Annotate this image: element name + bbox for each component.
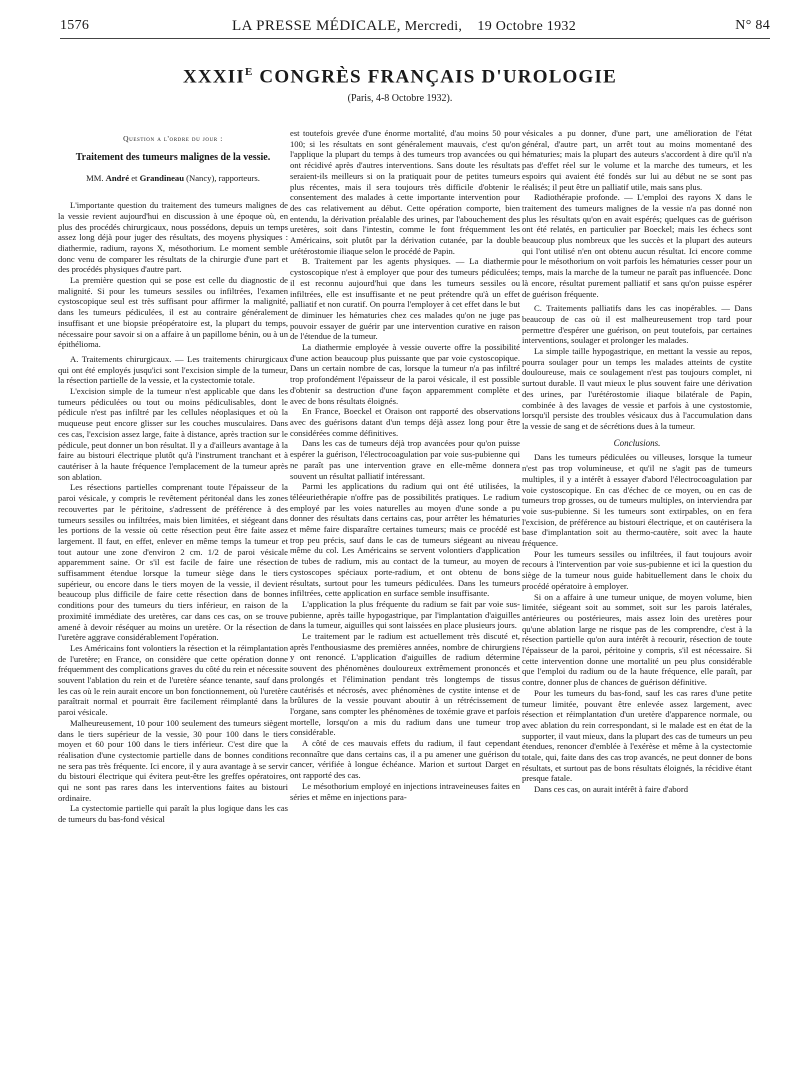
paragraph: Si on a affaire à une tumeur unique, de moyen volume, bien limitée, siégeant soit au sommet, soit sur les parois latérales, antérieures ou postérieures, mais assez loin des uretères pour qu'une ablation large ne risque pas de les comprendre, c'est à la résection partielle qu'on aura intérêt à recourir, résection de toute l'épaisseur de la paroi, péritoine y compris, s'il est nécessaire. Si cette intervention donne une mortalité un peu plus considérable que l'emploi du radium ou de la haute fréquence, elle paraît, par contre, donner plus de chances de guérison définitive.	[522, 591, 752, 688]
congress-title-rest: CONGRÈS FRANÇAIS D'UROLOGIE	[253, 66, 617, 88]
running-header	[60, 12, 770, 38]
paragraph: En France, Boeckel et Oraison ont rapporté des observations avec des guérisons datant d'un temps déjà assez long pour être considérées comme définitives.	[290, 406, 520, 438]
journal-title: LA PRESSE MÉDICALE,	[232, 18, 401, 34]
paragraph: vésicales a pu donner, d'une part, une amélioration de l'état général, d'autre part, un arrêt tout au moins momentané des hématuries; mais la plupart des auteurs s'accordent à dire qu'il n'a pas d'effet réel sur le volume et la marche des tumeurs, et les espoirs qui avaient été fondés sur lui au début ne se sont pas réalisés; il peut être un palliatif utile, mais sans plus.	[522, 128, 752, 192]
paragraph: L'importante question du traitement des tumeurs malignes de la vessie revient aujourd'hui en discussion à une époque où, en plus des procédés chirurgicaux, nous possédons, depuis un temps assez long déjà pour juger des résultats, des moyens physiques : diathermie, radium, rayons X, mésothorium. Le moment semble donc venu de comparer les résultats de la chirurgie d'une part et des procédés physiques d'autre part.	[58, 200, 288, 275]
paragraph: La cystectomie partielle qui paraît la plus logique dans les cas de tumeurs du bas-fond vésical	[58, 803, 288, 825]
congress-title-sup: E	[244, 66, 254, 78]
column-1	[58, 128, 288, 1078]
paragraph: L'application la plus fréquente du radium se fait par voie sus-pubienne, après taille hypogastrique, par l'implantation d'aiguilles dans la tumeur, aiguilles qui sont laissées en place plusieurs jours.	[290, 598, 520, 631]
authors-et: et	[131, 173, 138, 184]
paragraph: Malheureusement, 10 pour 100 seulement des tumeurs siègent dans le tiers supérieur de la vessie, 30 pour 100 dans le tiers moyen et 60 pour 100 dans le tiers inférieur. C'est dire que la réalisation d'une cystectomie partielle dans de bonnes conditions ne sera pas très fréquente. Ici encore, il y aura avantage à se servir du bistouri électrique qui évitera peut-être les greffes opératoires, qui ne sont pas rares dans les interventions faites au bistouri ordinaire.	[58, 717, 288, 803]
paragraph: Dans les cas de tumeurs déjà trop avancées pour qu'on puisse espérer la guérison, l'électrocoagulation par voie sus-pubienne qui ne paraît pas une intervention grave en elle-même donnera souvent un résultat palliatif intéressant.	[290, 438, 520, 481]
radiotherapy-paragraph: Radiothérapie profonde. — L'emploi des rayons X dans le traitement des tumeurs malignes de la vessie n'a pas donné non plus les résultats qu'on en avait espérés; quelques cas de guérison ont été relatés, en particulier par Boeckel; mais les échecs sont beaucoup plus nombreux que les succès et la plupart des auteurs qui l'ont utilisé n'en ont obtenu aucun résultat. Ici encore comme pour le mésothorium on voit parfois les hématuries cesser pour un temps, mais la marche de la tumeur ne paraît pas influencée. Donc là encore, résultat purement palliatif et sans qu'on puisse espérer de guérison fréquente.	[522, 192, 752, 299]
agenda-question: Question a l'ordre du jour :	[123, 134, 223, 143]
authors-line	[58, 173, 288, 184]
congress-subtitle: (Paris, 4-8 Octobre 1932).	[347, 93, 453, 104]
paragraph: Pour les tumeurs sessiles ou infiltrées, il faut toujours avoir recours à l'intervention par voie sus-pubienne et ici la question du siège de la tumeur nous guide habituellement dans le choix du procédé opératoire à employer.	[522, 548, 752, 591]
paragraph: A côté de ces mauvais effets du radium, il faut cependant reconnaître que dans certains cas, il a pu amener une guérison du cancer, vérifiée à longue échéance. Marion et surtout Darget en ont rapporté des cas.	[290, 738, 520, 781]
authors-suffix: (Nancy), rapporteurs.	[186, 173, 260, 184]
paragraph: Les Américains font volontiers la résection et la réimplantation de l'uretère; en France, on considère que cette opération donne fréquemment des complications graves du côté du rein et nécessite souvent l'ablation du rein et de l'uretère séance tenante, sauf dans les cas où le rein aurait encore un bon fonctionnement, où l'uretère paraîtrait normal et pourrait être facilement réimplanté dans la paroi vésicale.	[58, 642, 288, 718]
paragraph: La première question qui se pose est celle du diagnostic de malignité. Si pour les tumeurs sessiles ou infiltrées, l'examen cystoscopique seul est très suffisant pour affirmer la malignité, dans les tumeurs pédiculées, il est au contraire généralement insuffisant et une biopsie préopératoire est, la plupart du temps, nécessaire pour savoir si on a affaire à un papillome bénin, ou à un épithélioma.	[58, 275, 288, 350]
author-1: André	[105, 173, 130, 184]
paragraph: Les résections partielles comprenant toute l'épaisseur de la paroi vésicale, y compris le revêtement péritonéal dans les zones recouvertes par le péritoine, s'adressent de préférence à des tumeurs sessiles ou infiltrées, mais bien limitées, et siégeant dans les portions de la vessie où cette résection peut être faite assez largement. Il faut, en effet, enlever en même temps la tumeur et tout autour une zone d'environ 2 cm. 1/2 de paroi vésicale apparemment saine. Or s'il est facile de faire une résection suffisamment étendue lorsque la tumeur siège dans le tiers supérieur, ou encore dans le tiers moyen de la vessie, il devient beaucoup plus difficile de faire cette résection dans de bonnes conditions pour des tumeurs du tiers inférieur, en raison de la proximité immédiate des uretères, car dans ces cas, on se trouve amené à devoir réséquer au moins un uretère. Or la résection de l'uretère aggrave considérablement l'opération.	[58, 482, 288, 643]
section-c-paragraph: C. Traitements palliatifs dans les cas inopérables. — Dans beaucoup de cas où il est malheureusement trop tard pour permettre d'espérer une guérison, on peut toutefois, par certaines interventions, soulager et prolonger les malades.	[522, 303, 752, 346]
section-a-paragraph: A. Traitements chirurgicaux. — Les traitements chirurgicaux qui ont été employés jusqu'ici sont l'excision simple de la tumeur, la résection partielle de la vessie, et la cystectomie totale.	[58, 353, 288, 386]
paragraph: Parmi les applications du radium qui ont été utilisées, la téléeuriethérapie n'offre pas de possibilités pratiques. Le radium employé par les voies naturelles au moyen d'une sonde a pu donner des résultats dans certains cas, pour arrêter les hématuries et même faire disparaître certaines tumeurs; mais ce procédé est trop peu précis, sauf dans le cas de tumeurs siégeant au niveau même du col. Les Américains se servent volontiers d'application de tubes de radium, mis au contact de la tumeur, au moyen de cystoscopes spéciaux porte-radium, et ont obtenu de bons résultats, surtout pour les tumeurs pédiculées. Dans les tumeurs infiltrées, cette application en surface semble insuffisante.	[290, 481, 520, 599]
authors-prefix: MM.	[86, 173, 104, 184]
weekday: Mercredi,	[404, 19, 463, 34]
paragraph: La simple taille hypogastrique, en mettant la vessie au repos, pourra soulager pour un temps les malades atteints de cystite douloureuse, mais ce soulagement n'est pas toujours complet, ni surtout durable. Il vaut mieux le plus souvent faire une dérivation des urines, par l'urétérostomie iliaque bilatérale de Papin, combinée à des lavages de vessie et parfois à une cystostomie, lorsqu'il persiste des troubles vésicaux dus à l'accumulation dans la vessie de sang et de sécrétions dues à la tumeur.	[522, 346, 752, 431]
paragraph: Le mésothorium employé en injections intraveineuses faites en séries et même en injections para-	[290, 780, 520, 802]
congress-title-number: XXXII	[182, 66, 245, 88]
paragraph: L'excision simple de la tumeur n'est applicable que dans les tumeurs pédiculées ou tout ou moins pédiculisables, dont le pédicule n'est pas infiltré par les cellules néoplasiques et où la muqueuse peut encore glisser sur les couches musculaires. Dans ces cas, l'excision assez large, faite à distance, après traction sur le pédicule, peut donner un bon résultat. Il y a d'ailleurs avantage à la faire au bistouri électrique plutôt qu'à l'instrument tranchant et à cautériser à la haute fréquence l'emplacement de la tumeur après son ablation.	[58, 386, 288, 482]
column-2	[290, 128, 520, 1078]
paragraph: Dans ces cas, on aurait intérêt à faire d'abord	[534, 784, 689, 795]
column-3	[522, 128, 752, 1078]
issue-date: 19 Octobre 1932	[477, 19, 576, 34]
topic-title: Traitement des tumeurs malignes de la vessie.	[75, 151, 271, 163]
conclusions-heading: Conclusions.	[613, 437, 661, 448]
paragraph: est toutefois grevée d'une énorme mortalité, d'au moins 50 pour 100; si les résultats en sont généralement mauvais, c'est qu'on l'applique la plupart du temps à des tumeurs trop avancées ou qui ont récidivé après d'autres interventions. Sans doute les résultats seraient-ils meilleurs si on la pratiquait pour de petites tumeurs plus récentes, mais il sera toujours très difficile d'obtenir le consentement des malades à cette importante intervention pour des cas relativement au début. Cette opération comporte, bien entendu, la dérivation préalable des urines, par l'abouchement des uretères, soit dans l'intestin, comme le font fréquemment les Américains, soit plutôt par la dérivation cutanée, par la double urétérostomie iliaque selon le procédé de Papin.	[290, 128, 520, 256]
paragraph: Pour les tumeurs du bas-fond, sauf les cas rares d'une petite tumeur limitée, pouvant être enlevée assez largement, avec résection et réimplantation d'un uretère d'apparence normale, ou avec ablation du rein correspondant, si le malade est en état de la supporter, il vaut mieux, dans la plupart des cas de tumeurs un peu étendues, renoncer d'emblée à l'exérèse et même à la cystectomie totale, qui, faite dans des cas trop avancés, ne peut donner de bons résultats, et surtout pas de bons résultats éloignés, la récidive étant presque fatale.	[522, 687, 752, 784]
author-2: Grandineau	[139, 173, 185, 184]
section-b-paragraph: B. Traitement par les agents physiques. — La diathermie cystoscopique n'est à employer que pour des tumeurs pédiculées; il est reconnu aujourd'hui que dans les tumeurs sessiles ou infiltrées, elle est insuffisante et ne peut prétendre qu'à un effet palliatif et non curatif. On pourra l'employer à cet effet dans le but de diminuer les hématuries chez ces malades qu'on ne juge pas pouvoir essayer de guérir par une intervention curative en raison de l'étendue de la tumeur.	[290, 256, 520, 342]
congress-title	[0, 66, 800, 88]
issue-number: N° 84	[735, 18, 770, 33]
page-number: 1576	[60, 18, 90, 33]
paragraph: La diathermie employée à vessie ouverte offre la possibilité d'une action beaucoup plus puissante que par voie cystoscopique. Dans un certain nombre de cas, lorsque la tumeur n'a pas infiltré trop profondément l'épaisseur de la paroi vésicale, il est possible d'obtenir sa destruction d'une façon apparemment complète et avec de bons résultats éloignés.	[290, 342, 520, 406]
paragraph: Le traitement par le radium est actuellement très discuté et, après l'enthousiasme des premières années, nombre de chirurgiens y ont renoncé. L'application d'aiguilles de radium détermine souvent des phénomènes douloureux extrêmement prononcés et prolongés et l'élimination pendant très longtemps de tissus cautérisés et nécrosés, avec phénomènes de cystite intense et de brûlures de la vessie pouvant aboutir à un rétrécissement de l'organe, sans compter les phénomènes de toxémie grave et parfois mortelle, lorsqu'on a mis du radium dans une tumeur trop considérable.	[290, 631, 520, 738]
header-rule	[60, 38, 770, 39]
journal-title-line	[232, 18, 576, 35]
paragraph: Dans les tumeurs pédiculées ou villeuses, lorsque la tumeur n'est pas trop volumineuse, et qu'il ne s'agit pas de tumeurs multiples, il y a intérêt à essayer d'abord l'électrocoagulation par voie cystoscopique. En cas d'échec de ce moyen, ou en cas de tumeurs trop grosses, ou de tumeurs multiples, on interviendra par voie sus-pubienne. Si les tumeurs sont extirpables, on en fera l'excision, de préférence au bistouri électrique, et on cautérisera la base d'implantation soit au thermo-cautère, soit avec la haute fréquence.	[522, 452, 752, 549]
